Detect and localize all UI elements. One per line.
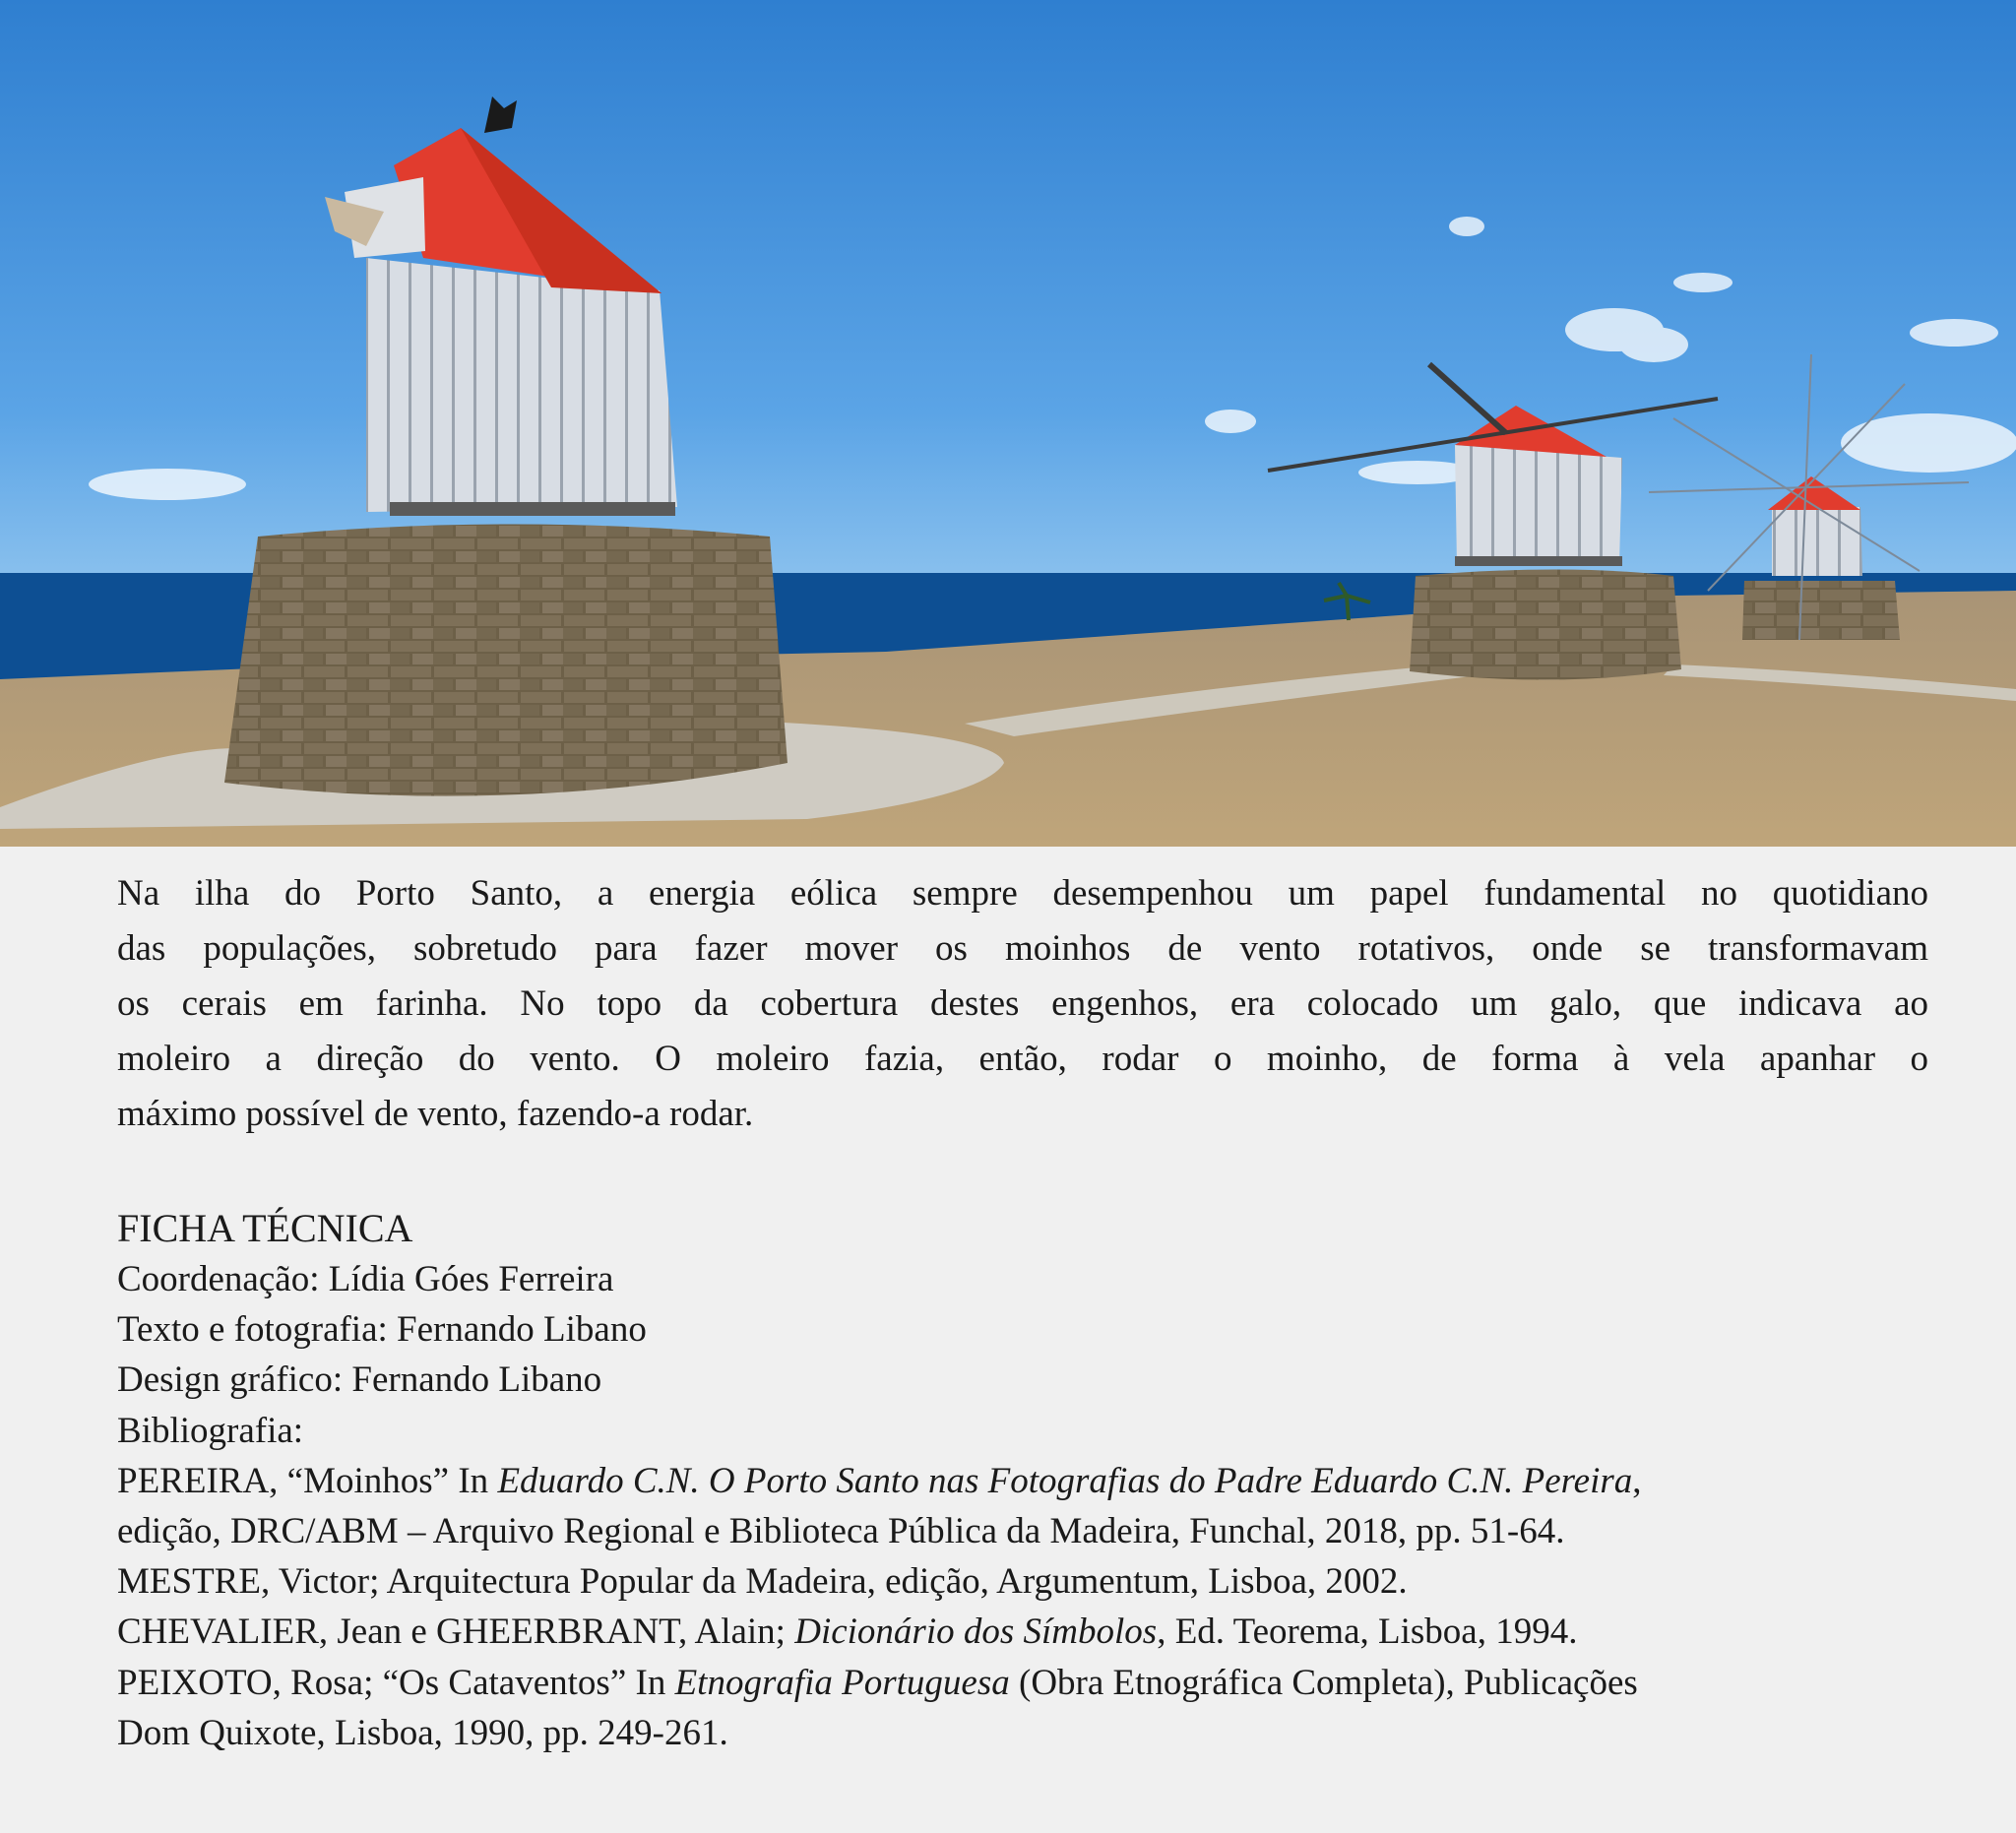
intro-line: máximo possível de vento, fazendo-a rodar. [117, 1094, 754, 1134]
bibliography-entry: CHEVALIER, Jean e GHEERBRANT, Alain; Dicionário dos Símbolos, Ed. Teorema, Lisboa, 1994. [117, 1612, 1578, 1653]
ficha-title: FICHA TÉCNICA [117, 1206, 413, 1250]
texto-fotografia-line: Texto e fotografia: Fernando Libano [117, 1309, 647, 1351]
intro-line: moleiro a direção do vento. O moleiro fazia, então, rodar o moinho, de forma à vela apanhar o [117, 1039, 1928, 1079]
book-title: Eduardo C.N. O Porto Santo nas Fotografias do Padre Eduardo C.N. Pereira [497, 1460, 1633, 1501]
ficha-tecnica [117, 1203, 1928, 1758]
windmills-photo [0, 0, 2016, 847]
design-line: Design gráfico: Fernando Libano [117, 1359, 602, 1401]
bibliography-entry: PEREIRA, “Moinhos” In Eduardo C.N. O Porto Santo nas Fotografias do Padre Eduardo C.N. Pereira, [117, 1460, 1642, 1501]
bibliography-entry: PEIXOTO, Rosa; “Os Cataventos” In Etnografia Portuguesa (Obra Etnográfica Completa), Publicações [117, 1662, 1638, 1703]
intro-line: das populações, sobretudo para fazer mover os moinhos de vento rotativos, onde se transformavam [117, 928, 1928, 969]
bibliography-entry-continued: edição, DRC/ABM – Arquivo Regional e Biblioteca Pública da Madeira, Funchal, 2018, pp. 51-64. [117, 1511, 1565, 1552]
sky [0, 0, 2016, 591]
book-title: Dicionário dos Símbolos [794, 1612, 1158, 1653]
coordenacao-line: Coordenação: Lídia Góes Ferreira [117, 1259, 614, 1299]
intro-paragraph [117, 866, 1928, 1142]
intro-line: Na ilha do Porto Santo, a energia eólica sempre desempenhou um papel fundamental no quotidiano [117, 873, 1928, 914]
bibliography-entry-continued: Dom Quixote, Lisboa, 1990, pp. 249-261. [117, 1712, 728, 1753]
bibliografia-label: Bibliografia: [117, 1410, 304, 1451]
book-title: Etnografia Portuguesa [674, 1662, 1010, 1703]
bibliography-entry: MESTRE, Victor; Arquitectura Popular da Madeira, edição, Argumentum, Lisboa, 2002. [117, 1561, 1408, 1603]
intro-line: os cerais em farinha. No topo da cobertura destes engenhos, era colocado um galo, que indicava ao [117, 983, 1928, 1024]
